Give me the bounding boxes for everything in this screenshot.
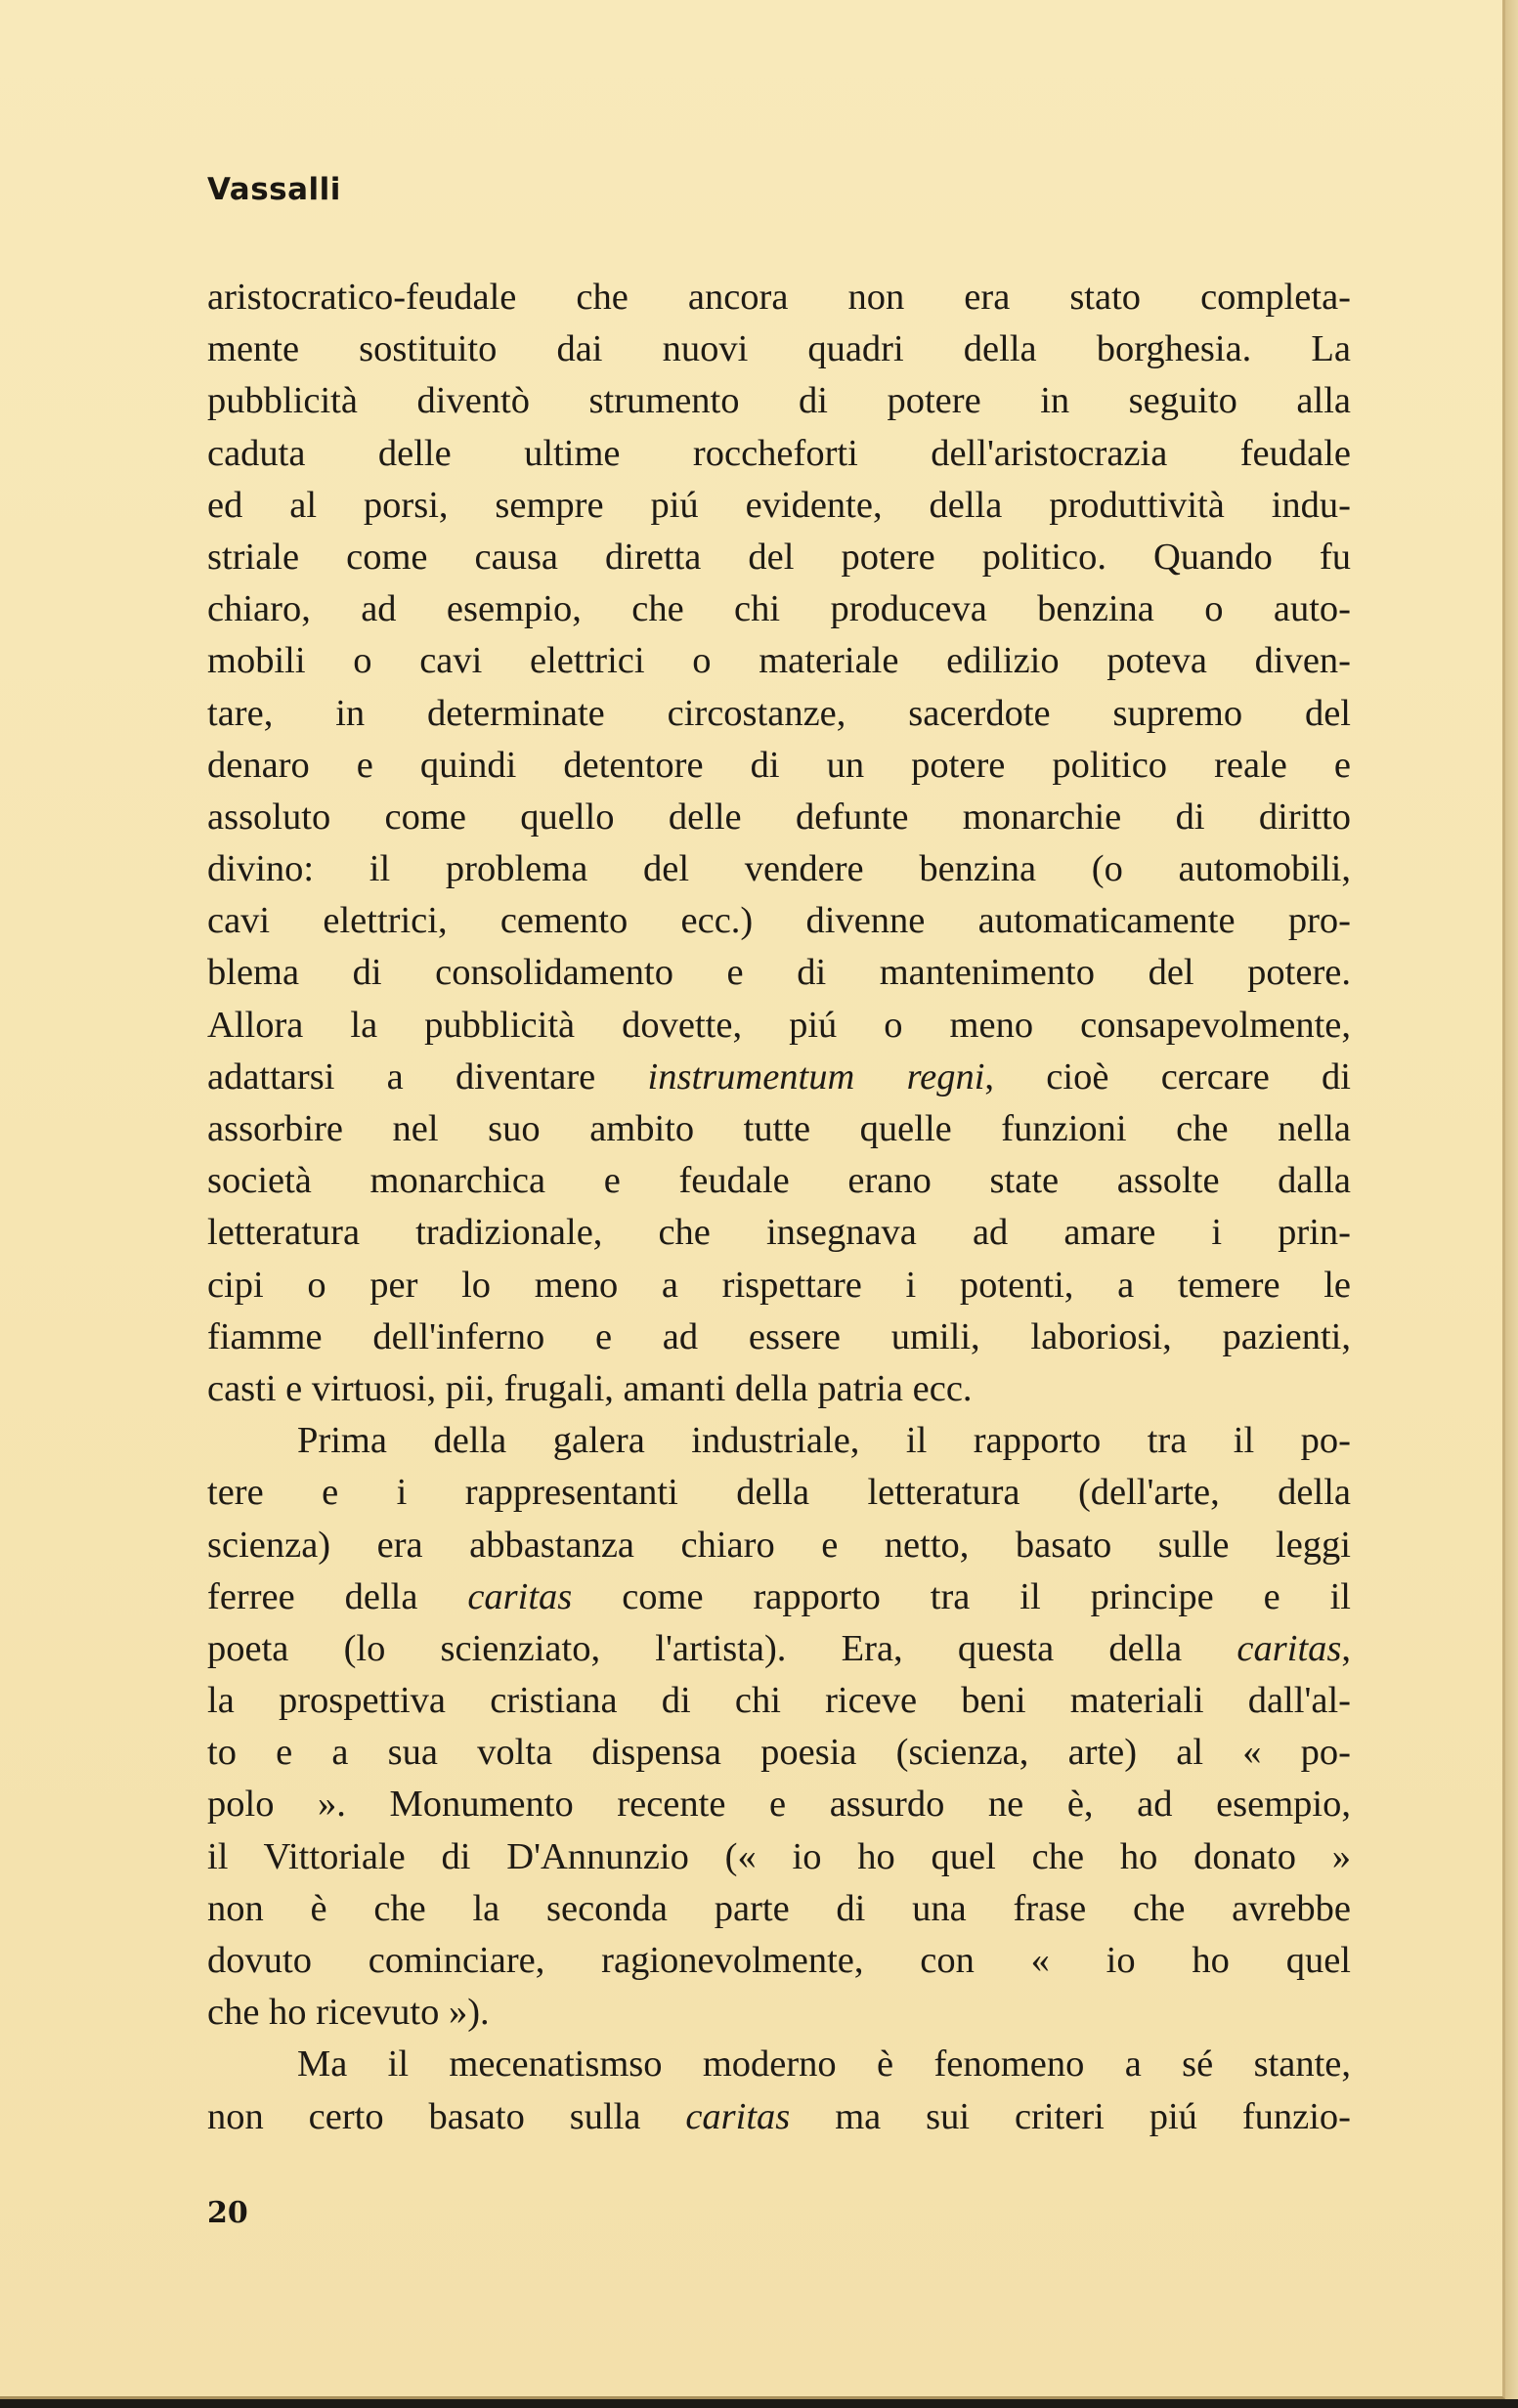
text-segment: tare, in determinate circostanze, sacerdote supremo del: [207, 692, 1351, 734]
text-segment: che ho ricevuto »).: [207, 1992, 490, 2034]
text-line: [207, 1103, 1351, 1155]
text-line: [207, 323, 1351, 375]
text-segment: ,: [1341, 1627, 1351, 1669]
text-line: [207, 272, 1351, 323]
text-line: [207, 375, 1351, 427]
text-line: [207, 583, 1351, 635]
text-line: [207, 895, 1351, 947]
text-line: [207, 1155, 1351, 1207]
text-line: [207, 1623, 1351, 1675]
text-line: [207, 480, 1351, 532]
text-line: [207, 1727, 1351, 1779]
text-segment: cavi elettrici, cemento ecc.) divenne automaticamente pro-: [207, 900, 1351, 942]
text-segment: non certo basato sulla: [207, 2095, 686, 2137]
scan-border: [0, 2399, 1518, 2408]
text-segment: scienza) era abbastanza chiaro e netto, basato sulle leggi: [207, 1524, 1351, 1566]
text-line: [207, 1883, 1351, 1935]
text-segment: come rapporto tra il principe e il: [572, 1575, 1351, 1617]
page-edge-shadow: [1505, 0, 1518, 2408]
text-line: [207, 1415, 1351, 1467]
body-text: [207, 272, 1351, 2143]
text-line: [207, 1987, 1351, 2039]
text-segment: aristocratico-feudale che ancora non era stato completa-: [207, 277, 1351, 318]
text-segment: non è che la seconda parte di una frase che avrebbe: [207, 1887, 1351, 1929]
text-segment: to e a sua volta dispensa poesia (scienza, arte) al « po-: [207, 1732, 1351, 1774]
text-segment: poeta (lo scienziato, l'artista). Era, questa della: [207, 1627, 1237, 1669]
running-head: Vassalli: [207, 172, 341, 207]
text-segment: mente sostituito dai nuovi quadri della borghesia. La: [207, 328, 1351, 370]
text-segment: , cioè cercare di: [984, 1055, 1351, 1097]
text-segment: letteratura tradizionale, che insegnava ad amare i prin-: [207, 1212, 1351, 1254]
text-line: [207, 1675, 1351, 1727]
text-segment: ma sui criteri piú funzio-: [790, 2095, 1351, 2137]
italic-phrase: caritas: [685, 2095, 791, 2137]
italic-phrase: caritas: [467, 1575, 573, 1617]
text-segment: polo ». Monumento recente e assurdo ne è, ad esempio,: [207, 1784, 1351, 1826]
text-line: [207, 1467, 1351, 1519]
text-line: [207, 532, 1351, 583]
text-line: [207, 1260, 1351, 1312]
text-line: [207, 792, 1351, 843]
text-segment: mobili o cavi elettrici o materiale edilizio poteva diven-: [207, 640, 1351, 682]
text-segment: fiamme dell'inferno e ad essere umili, laboriosi, pazienti,: [207, 1315, 1351, 1357]
text-line: [207, 2091, 1351, 2143]
text-segment: Allora la pubblicità dovette, piú o meno consapevolmente,: [207, 1004, 1351, 1046]
text-line: [207, 1779, 1351, 1830]
text-segment: adattarsi a diventare: [207, 1055, 648, 1097]
text-segment: assorbire nel suo ambito tutte quelle funzioni che nella: [207, 1108, 1351, 1149]
text-segment: blema di consolidamento e di mantenimento del potere.: [207, 952, 1351, 994]
text-line: [207, 428, 1351, 480]
text-line: [207, 1935, 1351, 1987]
text-segment: dovuto cominciare, ragionevolmente, con « io ho quel: [207, 1940, 1351, 1981]
text-segment: società monarchica e feudale erano state assolte dalla: [207, 1160, 1351, 1202]
text-line: [207, 740, 1351, 792]
text-segment: divino: il problema del vendere benzina (o automobili,: [207, 848, 1351, 890]
text-segment: Prima della galera industriale, il rapporto tra il po-: [297, 1420, 1351, 1462]
text-line: [207, 1571, 1351, 1623]
text-segment: assoluto come quello delle defunte monarchie di diritto: [207, 796, 1351, 838]
text-segment: tere e i rappresentanti della letteratura (dell'arte, della: [207, 1472, 1351, 1514]
text-segment: ed al porsi, sempre piú evidente, della produttività indu-: [207, 484, 1351, 526]
italic-phrase: caritas: [1236, 1627, 1342, 1669]
text-segment: denaro e quindi detentore di un potere politico reale e: [207, 744, 1351, 786]
text-segment: caduta delle ultime roccheforti dell'aristocrazia feudale: [207, 432, 1351, 474]
text-segment: cipi o per lo meno a rispettare i potenti, a temere le: [207, 1264, 1351, 1306]
text-line: [207, 843, 1351, 895]
text-segment: Ma il mecenatismso moderno è fenomeno a sé stante,: [297, 2043, 1351, 2086]
text-segment: pubblicità diventò strumento di potere in seguito alla: [207, 380, 1351, 422]
text-segment: il Vittoriale di D'Annunzio (« io ho quel che ho donato »: [207, 1835, 1351, 1877]
page-number: 20: [207, 2196, 248, 2230]
text-line: [207, 2039, 1351, 2090]
text-line: [207, 688, 1351, 740]
text-segment: la prospettiva cristiana di chi riceve beni materiali dall'al-: [207, 1680, 1351, 1722]
text-line: [207, 1207, 1351, 1259]
italic-phrase: instrumentum regni: [647, 1055, 985, 1097]
text-line: [207, 1052, 1351, 1103]
text-line: [207, 1000, 1351, 1052]
text-line: [207, 1520, 1351, 1571]
text-segment: ferree della: [207, 1575, 468, 1617]
text-line: [207, 635, 1351, 687]
text-segment: striale come causa diretta del potere politico. Quando fu: [207, 536, 1351, 578]
text-line: [207, 947, 1351, 999]
text-line: [207, 1363, 1351, 1415]
text-segment: chiaro, ad esempio, che chi produceva benzina o auto-: [207, 588, 1351, 630]
text-segment: casti e virtuosi, pii, frugali, amanti della patria ecc.: [207, 1367, 973, 1409]
text-line: [207, 1312, 1351, 1363]
text-line: [207, 1831, 1351, 1883]
